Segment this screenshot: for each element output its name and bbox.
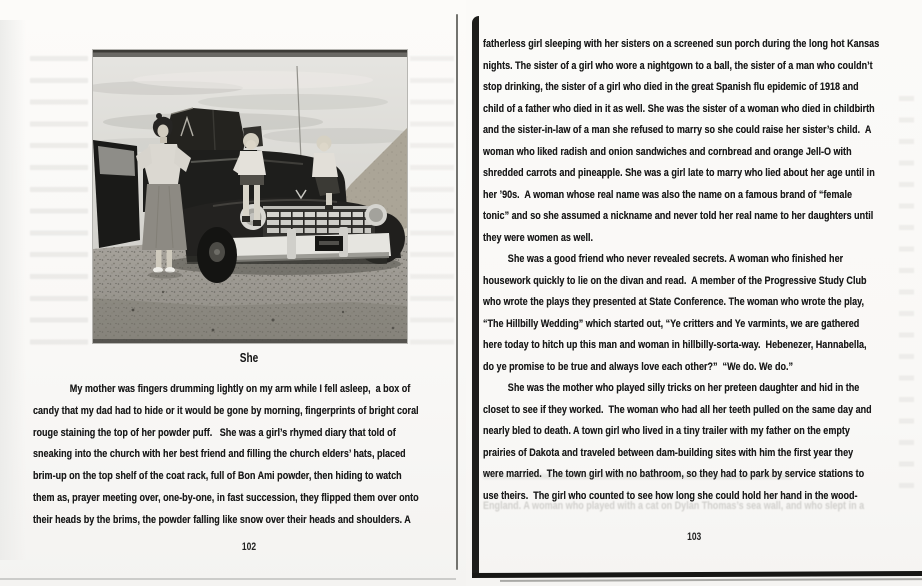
left-page-paragraph (33, 379, 465, 532)
right-page-spine-edge (472, 16, 479, 576)
text-line: and the sister-in-law of a man she refused to marry so she could raise her sister’s child. A (483, 124, 872, 136)
text-line: closet to see if they worked. The woman who had all her teeth pulled on the same day and (483, 403, 872, 416)
text-line: nights. The sister of a girl who wore a nightgown to a ball, the sister of a man who couldn’t (483, 59, 873, 72)
text-line: their heads by the brims, the powder falling like snow over their heads and shoulders. A (33, 513, 411, 526)
page-number-right: 103 (687, 531, 702, 543)
text-line: do ye promise to be true and always love each other?” “We do. We do.” (483, 360, 794, 373)
text-line: rouge staining the top of her powder puff. She was a girl’s rhymed diary that told of (33, 426, 396, 439)
chapter-title: She (239, 351, 259, 365)
text-line: here today to hitch up this man and woman in hillbilly-sorta-way. Hebenezer, Hannabella, (483, 339, 867, 351)
text-line: nearly bled to death. A town girl who lived in a tiny trailer with my father on the empty (483, 425, 850, 437)
text-line: they were women as well. (483, 231, 593, 244)
text-line: child of a father who died in it as well. She was the sister of a woman who died in childbirth (483, 102, 875, 115)
text-line: “The Hillbilly Wedding” which started out, “Ye critters and Ye varmints, we are gathered (483, 317, 860, 330)
car-open-door (93, 140, 140, 248)
text-line: use theirs. The girl who counted to see how long she could hold her hand in the wood- (483, 489, 858, 502)
right-page-text (483, 34, 905, 507)
text-line: her ’90s. A woman whose real name was also the name on a famous brand of “female (483, 188, 852, 201)
text-line: fatherless girl sleeping with her sisters on a screened sun porch during the long hot Kansas (483, 38, 880, 50)
bleedthrough-text-right-page-margin (899, 96, 914, 496)
left-page-edge (456, 14, 458, 570)
bleedthrough-faint-bar (483, 474, 793, 479)
bleedthrough-text-right-margin (410, 56, 454, 348)
bleedthrough-text-left-margin (30, 56, 88, 348)
family-car-photo-art (93, 50, 407, 343)
photo-top-edge (93, 50, 407, 53)
text-line: candy that my dad had to hide or it would be gone by morning, fingerprints of bright coral (33, 404, 419, 417)
text-line: were married. The town girl with no bathroom, so they had to park by service stations to (483, 468, 865, 480)
text-line: woman who liked radish and onion sandwiches and cornbread and orange Jell-O with (483, 145, 852, 158)
page-number-left: 102 (241, 541, 257, 553)
family-car-photo (93, 50, 407, 343)
text-line: She was a good friend who never revealed secrets. A woman who finished her (507, 253, 844, 265)
left-page-bottom-edge (0, 578, 456, 580)
text-line: sneaking into the church with her best friend and filling the church elders’ hats, placed (33, 448, 406, 461)
text-line: who wrote the plays they presented at State Conference. The woman who wrote the play, (483, 296, 864, 308)
bleedthrough-text-line: England. A woman who played with a cat on Dylan Thomas’s sea wall, and who slept in a (483, 500, 865, 512)
text-line: shredded carrots and pineapple. She was a girl late to marry who lied about her age until in (483, 167, 875, 179)
text-line: housework quickly to lie on the divan and read. A member of the Progressive Study Club (483, 274, 867, 287)
text-line: them as, prayer meeting over, one-by-one, in fast succession, they flipped them over onto (33, 491, 419, 504)
text-line: She was the mother who played silly tricks on her preteen daughter and hid in the (507, 382, 860, 394)
text-line: brim-up on the top shelf of the coat rack, full of Bon Ami powder, then hiding to watch (33, 470, 402, 483)
car-front-wheel (197, 227, 237, 283)
text-line: My mother was fingers drumming lightly on my arm while I fell asleep, a box of (69, 383, 411, 395)
left-page-edge-shading (0, 20, 26, 560)
text-line: prairies of Dakota and traveled between dam-building sites with him the first year they (483, 446, 854, 459)
photo-bottom-edge (93, 339, 407, 343)
text-line: stop drinking, the sister of a girl who died in the great Spanish flu epidemic of 1918 and (483, 81, 859, 93)
text-line: tonic” and so she assumed a nickname and never told her real name to her daughters until (483, 210, 874, 222)
